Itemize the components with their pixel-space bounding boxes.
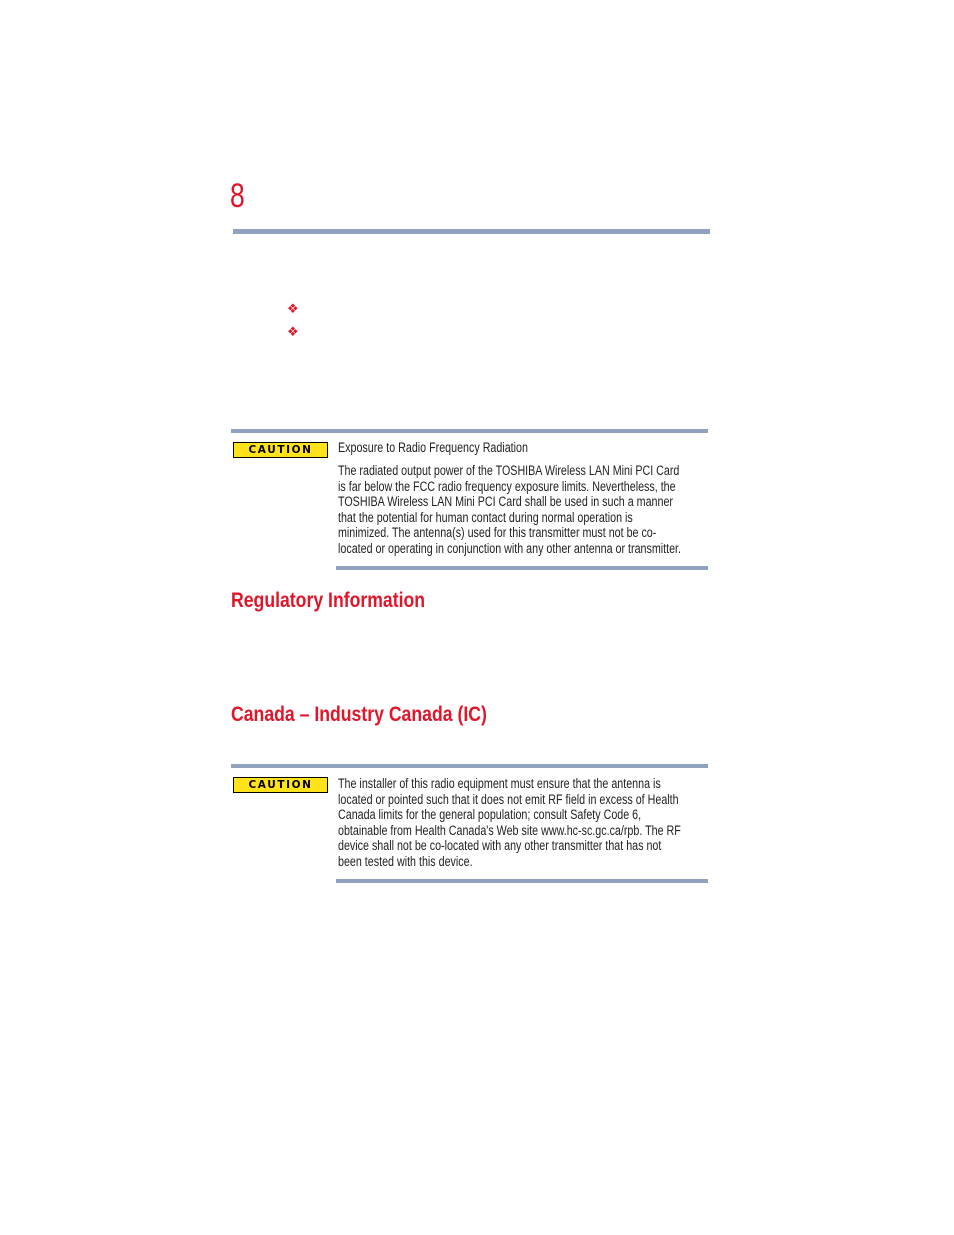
caution-text — [338, 440, 682, 557]
page-number: 8 — [230, 177, 245, 215]
caution-icon: CAUTION — [233, 777, 328, 793]
caution-bottom-rule — [336, 879, 708, 883]
caution-bottom-rule — [336, 566, 708, 570]
section-heading-canada: Canada – Industry Canada (IC) — [231, 703, 487, 726]
caution-title: Exposure to Radio Frequency Radiation — [338, 440, 528, 455]
caution-text — [338, 776, 682, 870]
section-heading-regulatory: Regulatory Information — [231, 589, 426, 612]
caution-top-rule — [231, 429, 708, 433]
header-rule — [233, 229, 710, 234]
caution-body: The radiated output power of the TOSHIBA Wireless LAN Mini PCI Card is far below the FCC radio frequency exposure limits. Nevertheless, the TOSHIBA Wireless LAN Mini PCI Card shall be used in such a manner that the potential for human contact during normal operation is minimized. The antenna(s) used for this transmitter must not be co-located or operating in conjunction with any other antenna or transmitter. — [338, 463, 682, 557]
bullet-icon: ❖ — [287, 301, 299, 316]
caution-top-rule — [231, 764, 708, 768]
caution-icon: CAUTION — [233, 442, 328, 458]
bullet-icon: ❖ — [287, 324, 299, 339]
caution-body: The installer of this radio equipment must ensure that the antenna is located or pointed such that it does not emit RF field in excess of Health Canada limits for the general population; consult Safety Code 6, obtainable from Health Canada's Web site www.hc-sc.gc.ca/rpb. The RF device shall not be co-located with any other transmitter that has not been tested with this device. — [338, 776, 681, 869]
